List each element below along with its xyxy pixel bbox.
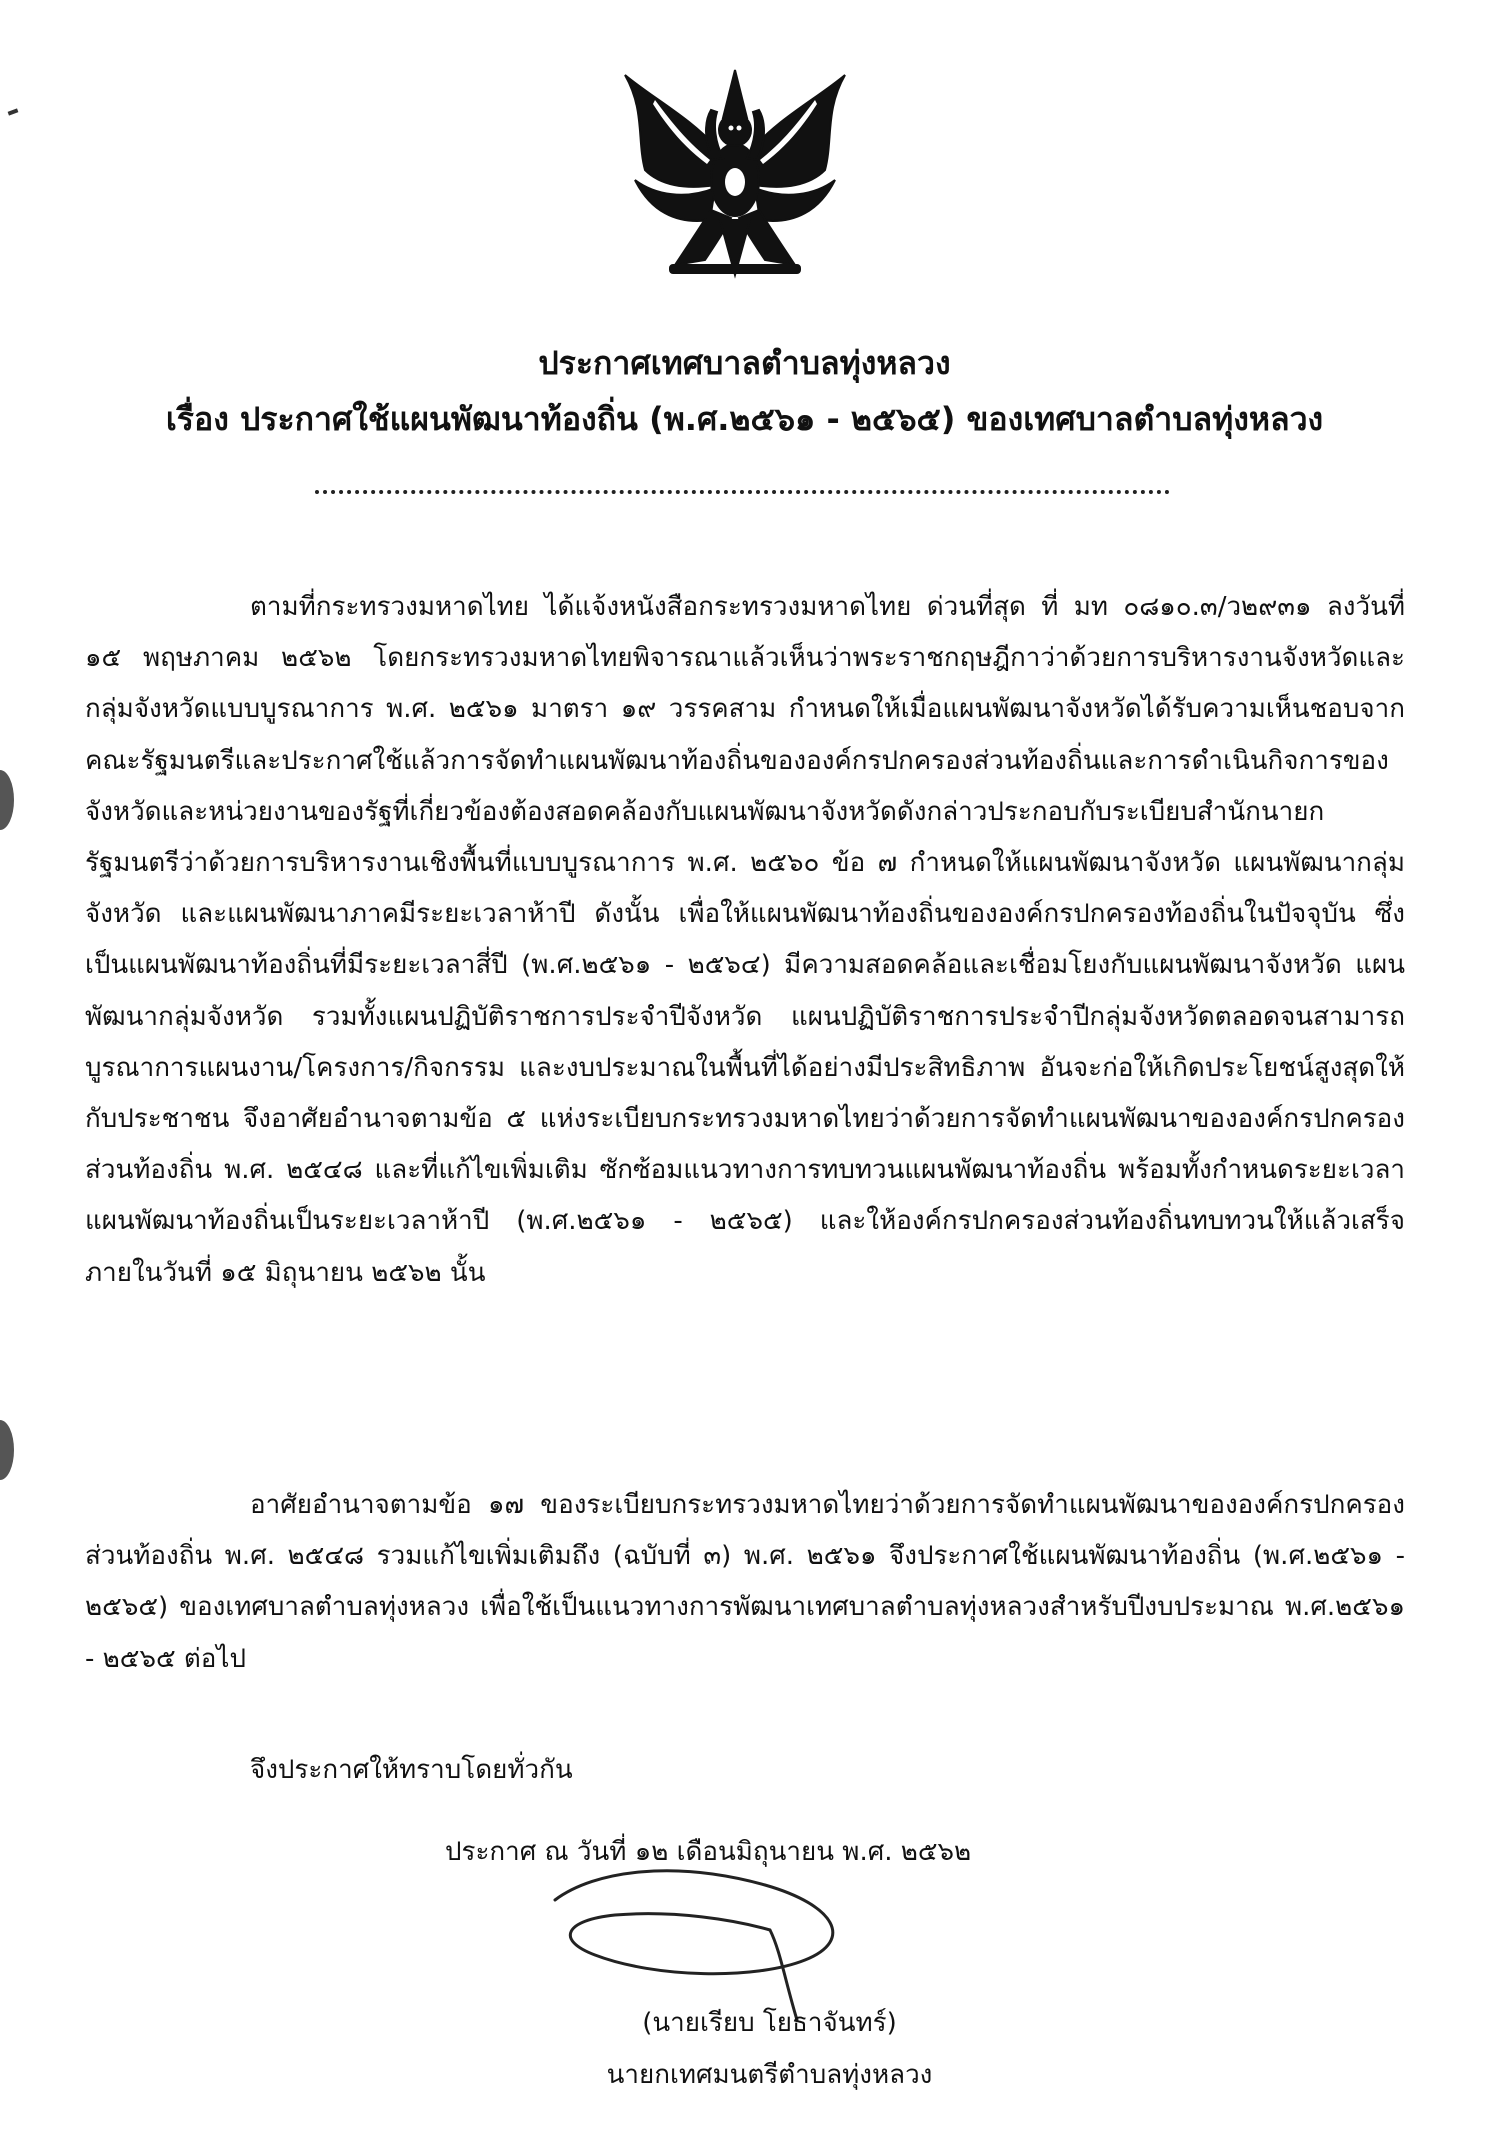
body-paragraph-1 — [85, 582, 1405, 1299]
paragraph-1-text: ตามที่กระทรวงมหาดไทย ได้แจ้งหนังสือกระทรวงมหาดไทย ด่วนที่สุด ที่ มท ๐๘๑๐.๓/ว๒๙๓๑ ลงวันที่ ๑๕ พฤษภาคม ๒๕๖๒ โดยกระทรวงมหาดไทยพิจารณาแล้วเห็นว่าพระราชกฤษฎีกาว่าด้วยการบริหารงานจังหวัดและกลุ่มจังหวัดแบบบูรณาการ พ.ศ. ๒๕๖๑ มาตรา ๑๙ วรรคสาม กำหนดให้เมื่อแผนพัฒนาจังหวัดได้รับความเห็นชอบจากคณะรัฐมนตรีและประกาศใช้แล้วการจัดทำแผนพัฒนาท้องถิ่นขององค์กรปกครองส่วนท้องถิ่นและการดำเนินกิจการของจังหวัดและหน่วยงานของรัฐที่เกี่ยวข้องต้องสอดคล้องกับแผนพัฒนาจังหวัดดังกล่าวประกอบกับระเบียบสำนักนายกรัฐมนตรีว่าด้วยการบริหารงานเชิงพื้นที่แบบบูรณาการ พ.ศ. ๒๕๖๐ ข้อ ๗ กำหนดให้แผนพัฒนาจังหวัด แผนพัฒนากลุ่มจังหวัด และแผนพัฒนาภาคมีระยะเวลาห้าปี ดังนั้น เพื่อให้แผนพัฒนาท้องถิ่นขององค์กรปกครองท้องถิ่นในปัจจุบัน ซึ่งเป็นแผนพัฒนาท้องถิ่นที่มีระยะเวลาสี่ปี (พ.ศ.๒๕๖๑ - ๒๕๖๔) มีความสอดคล้อและเชื่อมโยงกับแผนพัฒนาจังหวัด แผนพัฒนากลุ่มจังหวัด รวมทั้งแผนปฏิบัติราชการประจำปีจังหวัด แผนปฏิบัติราชการประจำปีกลุ่มจังหวัดตลอดจนสามารถบูรณาการแผนงาน/โครงการ/กิจกรรม และงบประมาณในพื้นที่ได้อย่างมีประสิทธิภาพ อันจะก่อให้เกิดประโยชน์สูงสุดให้กับประชาชน จึงอาศัยอำนาจตามข้อ ๕ แห่งระเบียบกระทรวงมหาดไทยว่าด้วยการจัดทำแผนพัฒนาขององค์กรปกครองส่วนท้องถิ่น พ.ศ. ๒๕๔๘ และที่แก้ไขเพิ่มเติม ซักซ้อมแนวทางการทบทวนแผนพัฒนาท้องถิ่น พร้อมทั้งกำหนดระยะเวลาแผนพัฒนาท้องถิ่นเป็นระยะเวลาห้าปี (พ.ศ.๒๕๖๑ - ๒๕๖๕) และให้องค์กรปกครองส่วนท้องถิ่นทบทวนให้แล้วเสร็จภายในวันที่ ๑๕ มิถุนายน ๒๕๖๒ นั้น — [85, 592, 1405, 1288]
dotted-divider — [315, 490, 1170, 494]
announcement-date: ประกาศ ณ วันที่ ๑๒ เดือนมิถุนายน พ.ศ. ๒๕๖๒ — [445, 1837, 972, 1867]
paragraph-2-text: อาศัยอำนาจตามข้อ ๑๗ ของระเบียบกระทรวงมหาดไทยว่าด้วยการจัดทำแผนพัฒนาขององค์กรปกครองส่วนท้องถิ่น พ.ศ. ๒๕๔๘ รวมแก้ไขเพิ่มเติมถึง (ฉบับที่ ๓) พ.ศ. ๒๕๖๑ จึงประกาศใช้แผนพัฒนาท้องถิ่น (พ.ศ.๒๕๖๑ - ๒๕๖๕) ของเทศบาลตำบลทุ่งหลวง เพื่อใช้เป็นแนวทางการพัฒนาเทศบาลตำบลทุ่งหลวงสำหรับปีงบประมาณ พ.ศ.๒๕๖๑ - ๒๕๖๕ ต่อไป — [85, 1490, 1405, 1674]
subject-line: เรื่อง ประกาศใช้แผนพัฒนาท้องถิ่น (พ.ศ.๒๕๖๑ - ๒๕๖๕) ของเทศบาลตำบลทุ่งหลวง — [165, 400, 1324, 438]
body-paragraph-2 — [85, 1480, 1405, 1685]
page-title: ประกาศเทศบาลตำบลทุ่งหลวง — [538, 344, 951, 382]
signer-position: นายกเทศมนตรีตำบลทุ่งหลวง — [606, 2060, 933, 2090]
signer-name: (นายเรียบ โยธาจันทร์) — [642, 2008, 897, 2038]
scan-speck — [8, 108, 19, 115]
punch-hole — [0, 770, 14, 830]
closing-statement: จึงประกาศให้ทราบโดยทั่วกัน — [250, 1755, 573, 1785]
punch-hole — [0, 1420, 14, 1480]
garuda-emblem-icon — [615, 60, 855, 290]
announcement-header — [0, 335, 1489, 447]
